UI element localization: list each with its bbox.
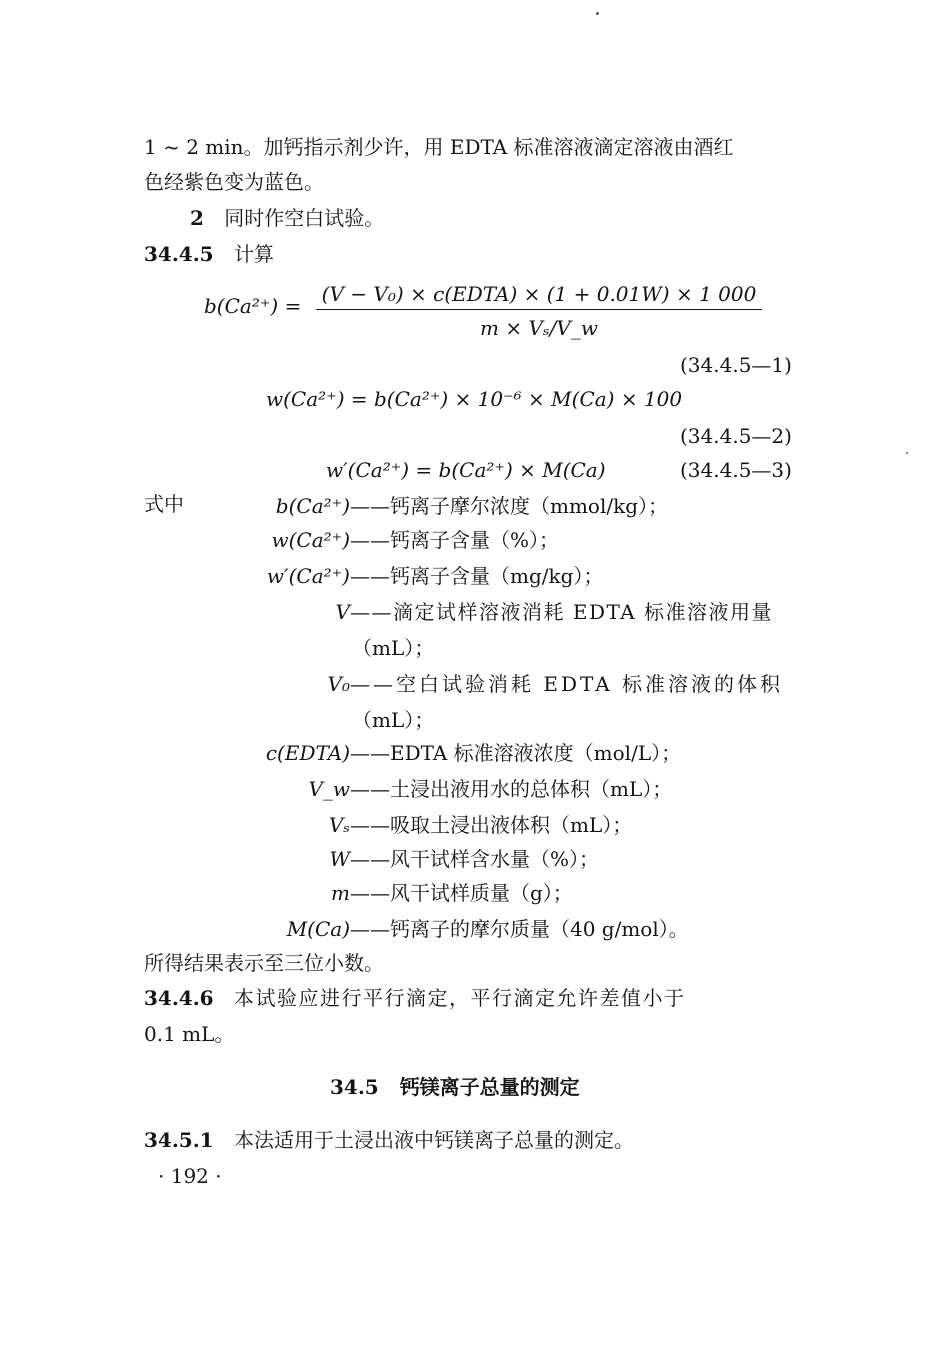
where-symbol: V	[335, 600, 350, 624]
formula-3: w′(Ca²⁺) = b(Ca²⁺) × M(Ca)	[326, 458, 606, 482]
where-desc: ——滴定试样溶液消耗 EDTA 标准溶液用量	[350, 600, 774, 624]
where-desc: ——钙离子含量（mg/kg）；	[350, 564, 604, 588]
where-item	[336, 602, 350, 622]
where-item	[267, 566, 350, 586]
intro-line-1: 1 ~ 2 min。加钙指示剂少许，用 EDTA 标准溶液滴定溶液由酒红	[144, 135, 734, 159]
where-symbol: Vₛ	[328, 813, 350, 837]
result-note: 所得结果表示至三位小数。	[144, 951, 384, 975]
where-symbol: W	[329, 847, 350, 871]
where-prefix: 式中	[144, 492, 184, 516]
section-34-5-title: 钙镁离子总量的测定	[399, 1075, 580, 1099]
where-item	[271, 530, 350, 550]
formula-2-number: (34.4.5—2)	[680, 424, 792, 448]
where-desc: ——土浸出液用水的总体积（mL）；	[350, 777, 673, 801]
formula-3-number: (34.4.5—3)	[680, 458, 792, 482]
formula-1-denominator: m × Vₛ/V_w	[480, 316, 598, 340]
where-symbol: w′(Ca²⁺)	[266, 564, 350, 588]
where-desc: ——钙离子含量（%）；	[350, 528, 560, 552]
where-desc: ——空白试验消耗 EDTA 标准溶液的体积	[350, 672, 784, 696]
clause-34-5-1	[144, 1130, 634, 1150]
where-item	[328, 674, 350, 694]
where-desc: ——风干试样质量（g）；	[350, 881, 573, 905]
where-desc: ——风干试样含水量（%）；	[350, 847, 600, 871]
heading-34-4-5-number: 34.4.5	[144, 242, 214, 266]
where-symbol: c(EDTA)	[265, 741, 350, 765]
where-symbol: M(Ca)	[286, 917, 350, 941]
where-symbol: b(Ca²⁺)	[275, 494, 350, 518]
formula-1-numerator: (V − V₀) × c(EDTA) × (1 + 0.01W) × 1 000	[321, 282, 757, 306]
where-desc-continued: （mL）；	[352, 708, 435, 732]
where-item	[331, 883, 350, 903]
where-desc: ——钙离子的摩尔质量（40 g/mol）。	[350, 917, 689, 941]
where-item	[329, 849, 350, 869]
where-desc-continued: （mL）；	[352, 636, 435, 660]
heading-34-4-5-title: 计算	[233, 242, 274, 266]
clause-34-4-6-number: 34.4.6	[144, 986, 214, 1010]
page-number: · 192 ·	[158, 1164, 222, 1188]
clause-34-4-6-line-2: 0.1 mL。	[144, 1022, 235, 1046]
where-item	[329, 815, 350, 835]
step-2	[190, 208, 384, 228]
where-symbol: w(Ca²⁺)	[271, 528, 350, 552]
where-item	[266, 743, 350, 763]
clause-34-5-1-number: 34.5.1	[144, 1128, 214, 1152]
formula-2: w(Ca²⁺) = b(Ca²⁺) × 10⁻⁶ × M(Ca) × 100	[266, 387, 683, 411]
where-desc: ——钙离子摩尔浓度（mmol/kg）；	[350, 494, 669, 518]
where-desc: ——EDTA 标准溶液浓度（mol/L）；	[350, 741, 682, 765]
clause-34-4-6	[144, 988, 685, 1008]
section-34-5-number: 34.5	[330, 1075, 379, 1099]
formula-1-number: (34.4.5—1)	[680, 353, 792, 377]
formula-1-fraction	[316, 282, 762, 340]
section-34-5-heading	[330, 1077, 580, 1097]
where-symbol: m	[331, 881, 350, 905]
where-symbol: V_w	[308, 777, 350, 801]
where-symbol: V₀	[327, 672, 350, 696]
step-2-number: 2	[190, 206, 204, 230]
where-item	[308, 779, 350, 799]
heading-34-4-5	[144, 244, 274, 264]
where-desc: ——吸取土浸出液体积（mL）；	[350, 813, 633, 837]
scan-speck	[906, 452, 908, 454]
where-item	[287, 919, 350, 939]
step-2-text: 同时作空白试验。	[224, 206, 385, 230]
intro-line-2: 色经紫色变为蓝色。	[144, 170, 324, 194]
clause-34-4-6-text: 本试验应进行平行滴定，平行滴定允许差值小于	[233, 986, 686, 1010]
scan-speck	[596, 12, 599, 15]
formula-1-lhs: b(Ca²⁺) =	[204, 294, 302, 318]
where-item	[276, 496, 350, 516]
clause-34-5-1-text: 本法适用于土浸出液中钙镁离子总量的测定。	[233, 1128, 634, 1152]
